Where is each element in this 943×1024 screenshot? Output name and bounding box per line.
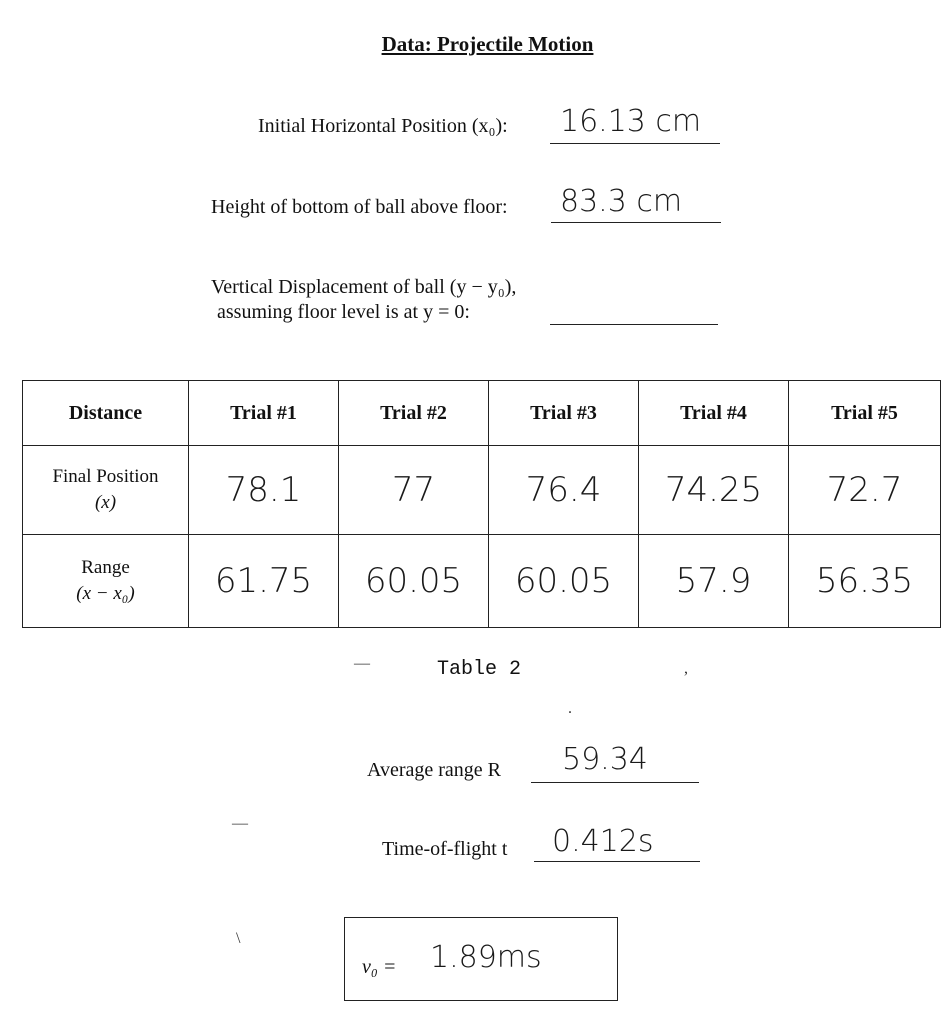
vertical-displacement-line	[550, 324, 718, 325]
stray-mark: —	[354, 655, 370, 672]
vertical-displacement-label-2: assuming floor level is at y = 0:	[217, 301, 470, 323]
average-range-value: 59.34	[562, 742, 648, 777]
table-caption: Table 2	[437, 658, 522, 681]
data-table	[22, 380, 941, 628]
height-value: 83.3 cm	[560, 184, 683, 219]
time-of-flight-value: 0.412s	[552, 824, 654, 859]
table-header-row	[23, 381, 941, 446]
header-trial-2: Trial #2	[339, 381, 489, 446]
range-trial-5: 56.35	[789, 535, 941, 628]
row-label-symbol: (x)	[94, 492, 117, 513]
header-trial-1: Trial #1	[189, 381, 339, 446]
range-trial-2: 60.05	[339, 535, 489, 628]
header-trial-5: Trial #5	[789, 381, 941, 446]
final-position-trial-1: 78.1	[189, 446, 339, 535]
velocity-label: v₀ =	[362, 956, 397, 978]
row-label-text: Range	[81, 557, 130, 579]
time-of-flight-label: Time-of-flight t	[382, 838, 508, 860]
final-position-trial-4: 74.25	[639, 446, 789, 535]
height-label: Height of bottom of ball above floor:	[211, 196, 508, 218]
table-row	[23, 446, 941, 535]
stray-mark: \	[236, 930, 241, 947]
table-row	[23, 535, 941, 628]
row-label-symbol: (x − x₀)	[76, 583, 135, 604]
stray-mark: .	[568, 700, 572, 717]
stray-mark: ,	[684, 660, 688, 677]
final-position-trial-3: 76.4	[489, 446, 639, 535]
initial-position-line	[550, 143, 720, 144]
vertical-displacement-label-1: Vertical Displacement of ball (y − y₀),	[211, 276, 517, 298]
page-title: Data: Projectile Motion	[381, 32, 594, 56]
row-label-range	[23, 535, 189, 628]
initial-position-label: Initial Horizontal Position (x₀):	[258, 115, 508, 137]
header-trial-4: Trial #4	[639, 381, 789, 446]
stray-mark: —	[232, 815, 248, 832]
average-range-label: Average range R	[367, 759, 502, 781]
final-position-trial-5: 72.7	[789, 446, 941, 535]
height-line	[551, 222, 721, 223]
time-of-flight-line	[534, 861, 700, 862]
initial-position-value: 16.13 cm	[560, 104, 702, 139]
range-trial-3: 60.05	[489, 535, 639, 628]
row-label-final-position	[23, 446, 189, 535]
range-trial-4: 57.9	[639, 535, 789, 628]
header-trial-3: Trial #3	[489, 381, 639, 446]
range-trial-1: 61.75	[189, 535, 339, 628]
average-range-line	[531, 782, 699, 783]
header-distance: Distance	[23, 381, 189, 446]
velocity-value: 1.89ms	[430, 940, 542, 975]
final-position-trial-2: 77	[339, 446, 489, 535]
row-label-text: Final Position	[52, 466, 159, 488]
